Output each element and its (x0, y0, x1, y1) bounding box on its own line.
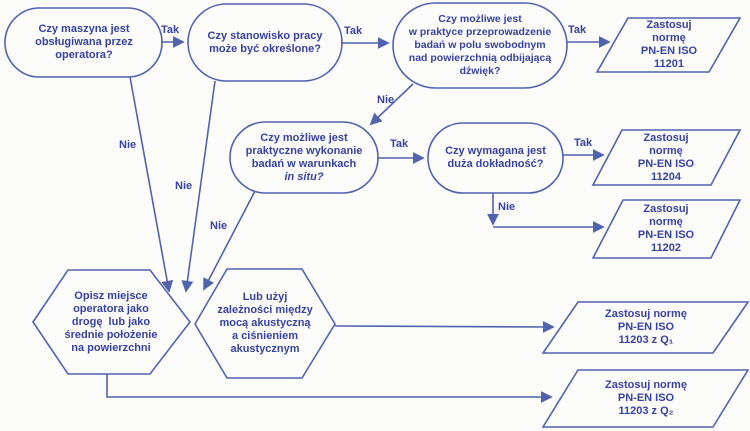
decision-high-accuracy: Czy wymagana jest duża dokładność? (445, 145, 546, 170)
process-describe-operator-position-shape (33, 270, 190, 374)
process-power-pressure-relation-shape (195, 269, 335, 378)
process-describe-operator-position: Opisz miejsce operatora jako drogę lub jako średnie położenie na powierzchni (64, 289, 158, 354)
output-standard-11203-q2-shape (543, 370, 748, 427)
decision-workstation-defined: Czy stanowisko pracy może być określone? (207, 29, 323, 55)
decision-free-field-tests: Czy możliwe jest w praktyce przeprowadzenie badań w polu swobodnym nad powierzchnią odbijającą dźwięk? (408, 13, 552, 77)
arrow-no-freefield-to-insitu (371, 84, 413, 124)
decision-in-situ-tests-shape (230, 122, 378, 193)
decision-machine-operated: Czy maszyna jest obsługiwana przez operatora? (35, 23, 133, 61)
edge-label-yes-4: Tak (390, 138, 409, 150)
arrow-hexagon2-to-11203-q1 (335, 326, 553, 327)
output-standard-11203-q2: Zastosuj normę PN-EN ISO 11203 z Q₂ (605, 379, 687, 417)
process-power-pressure-relation: Lub użyj zależności między mocą akustyczną a ciśnieniem akustycznym (217, 290, 313, 355)
arrow-hexagon1-to-11203-q2 (107, 374, 551, 397)
arrow-no-machine-to-hexagons (130, 77, 169, 291)
decision-workstation-defined-shape (188, 4, 342, 81)
edge-label-yes-3: Tak (568, 24, 587, 36)
output-standard-11202: Zastosuj normę PN-EN ISO 11202 (637, 203, 695, 254)
output-standard-11203-q1-shape (543, 302, 748, 353)
decision-machine-operated-shape (5, 8, 162, 77)
output-standard-11202-shape (593, 200, 740, 258)
decision-in-situ-tests: Czy możliwe jest praktyczne wykonanie badań w warunkach in situ? (245, 131, 363, 183)
edge-label-no-1: Nie (377, 94, 395, 106)
edge-label-yes-2: Tak (344, 25, 363, 37)
decision-free-field-tests-shape (393, 3, 567, 88)
output-standard-11201: Zastosuj normę PN-EN ISO 11201 (640, 19, 698, 70)
output-standard-11203-q1: Zastosuj normę PN-EN ISO 11203 z Q₁ (605, 308, 687, 346)
edge-label-no-3: Nie (175, 180, 193, 192)
edge-label-yes-5: Tak (574, 137, 593, 149)
edge-label-no-5: Nie (498, 201, 516, 213)
edge-label-no-2: Nie (119, 139, 137, 151)
output-standard-11204: Zastosuj normę PN-EN ISO 11204 (637, 131, 695, 183)
decision-high-accuracy-shape (428, 123, 563, 193)
arrow-no-workstation-to-hexagons (186, 81, 215, 291)
output-standard-11204-shape (593, 130, 740, 185)
edge-label-yes-1: Tak (161, 24, 180, 36)
edge-label-no-4: Nie (210, 220, 228, 232)
output-standard-11201-shape (597, 18, 740, 72)
